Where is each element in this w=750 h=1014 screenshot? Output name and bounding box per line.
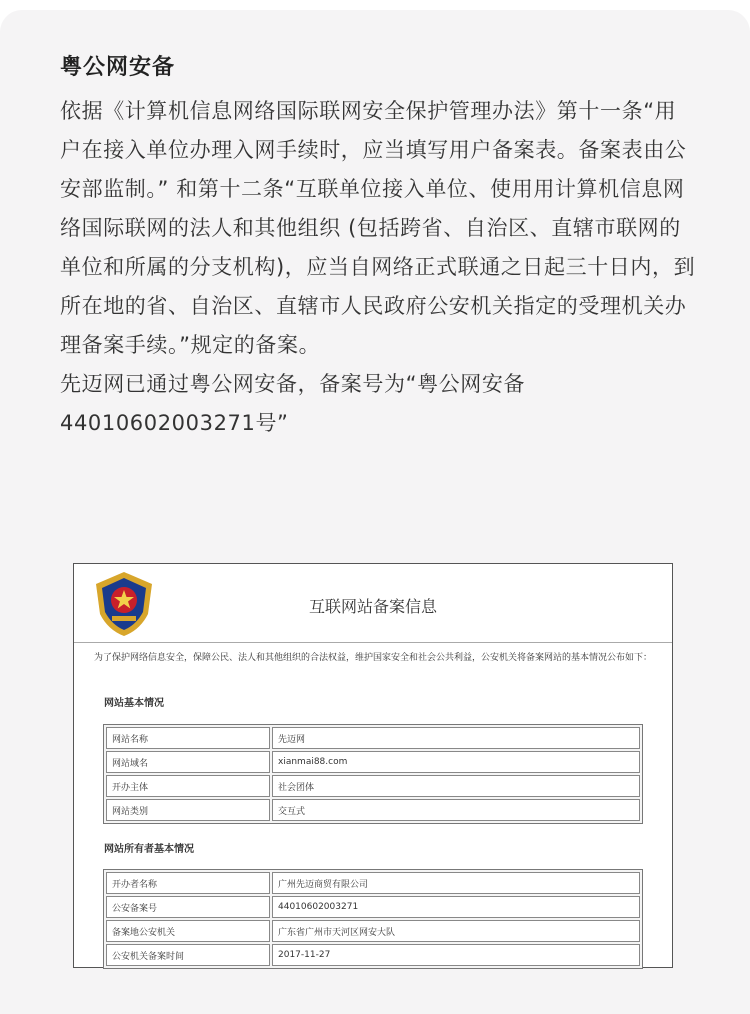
table-cell-label: 公安机关备案时间: [106, 944, 270, 966]
table-cell-label: 网站类别: [106, 799, 270, 821]
table-cell-value: 广东省广州市天河区网安大队: [272, 920, 640, 942]
table-row: [106, 727, 640, 749]
registration-statement: 先迈网已通过粤公网安备，备案号为“粤公网安备44010602003271号”: [60, 372, 526, 435]
table-row: [106, 872, 640, 894]
table-cell-label: 开办者名称: [106, 872, 270, 894]
table-cell-label: 开办主体: [106, 775, 270, 797]
divider: [74, 642, 672, 643]
site-info-heading: 网站基本情况: [104, 698, 164, 709]
section-title: 粤公网安备: [60, 55, 176, 80]
screenshot-intro: 为了保护网络信息安全，保障公民、法人和其他组织的合法权益，维护国家安全和社会公共利益，公安机关将备案网站的基本情况公布如下：: [94, 653, 653, 663]
table-row: [106, 775, 640, 797]
table-cell-value: 交互式: [272, 799, 640, 821]
table-row: [106, 896, 640, 918]
table-row: [106, 920, 640, 942]
table-cell-label: 网站名称: [106, 727, 270, 749]
table-cell-label: 公安备案号: [106, 896, 270, 918]
table-cell-value: 2017-11-27: [272, 944, 640, 966]
registration-screenshot: [73, 563, 673, 968]
table-row: [106, 944, 640, 966]
screenshot-title: 互联网站备案信息: [308, 597, 437, 616]
regulation-text: 依据《计算机信息网络国际联网安全保护管理办法》第十一条“用户在接入单位办理入网手续时，应当填写用户备案表。备案表由公安部监制。” 和第十二条“互联单位接入单位、使用用计算机信息网络国际联网的法人和其他组织 (包括跨省、自治区、直辖市联网的单位和所属的分支机构)，应当自网络正式联通之日起三十日内，到所在地的省、自治区、直辖市人民政府公安机关指定的受理机关办理备案手续。”规定的备案。: [60, 99, 696, 357]
owner-info-table: [103, 869, 643, 969]
table-cell-value: 先迈网: [272, 727, 640, 749]
site-info-table: [103, 724, 643, 824]
table-cell-label: 网站域名: [106, 751, 270, 773]
table-cell-value: 广州先迈商贸有限公司: [272, 872, 640, 894]
table-cell-value: xianmai88.com: [272, 751, 640, 773]
table-row: [106, 751, 640, 773]
owner-info-heading: 网站所有者基本情况: [104, 844, 194, 855]
table-cell-value: 社会团体: [272, 775, 640, 797]
table-cell-label: 备案地公安机关: [106, 920, 270, 942]
description-paragraph: [60, 92, 696, 443]
table-cell-value: 44010602003271: [272, 896, 640, 918]
table-row: [106, 799, 640, 821]
